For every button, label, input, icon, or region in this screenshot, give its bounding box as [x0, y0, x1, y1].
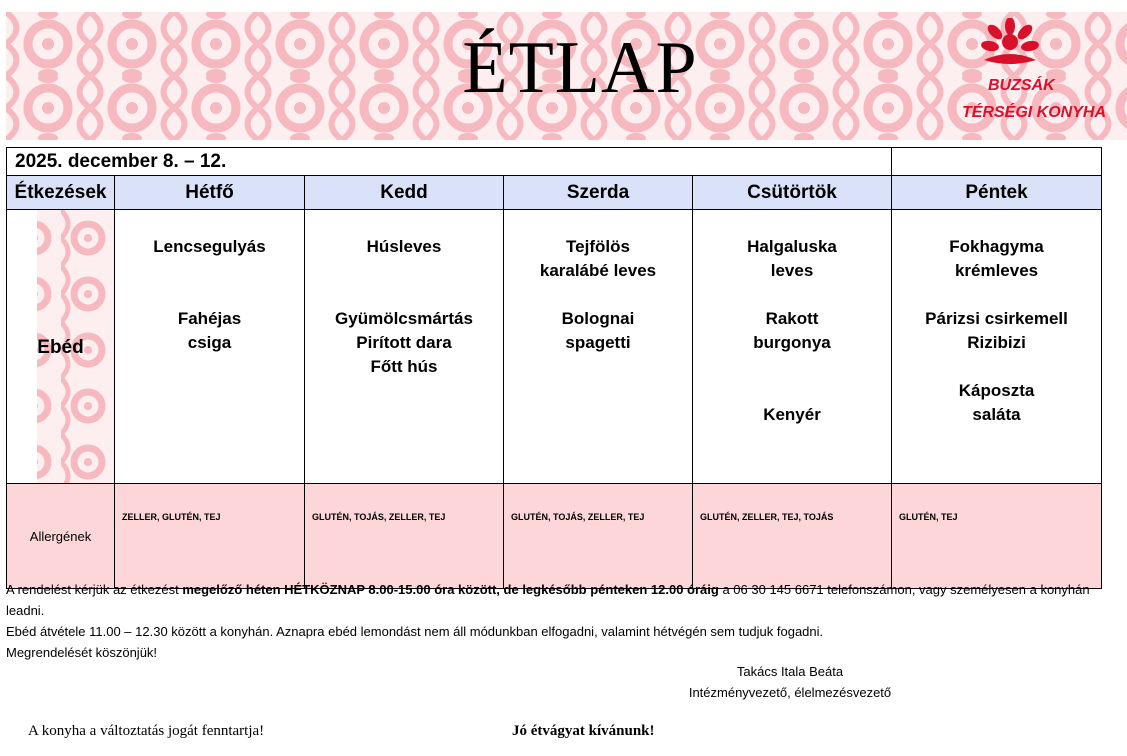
dish-line	[892, 355, 1101, 379]
signer-role: Intézményvezető, élelmezésvezető	[688, 685, 892, 700]
dish-line: csiga	[187, 333, 232, 352]
day-menu	[892, 210, 1102, 484]
row-header-label: Étkezések	[7, 176, 115, 210]
order-deadline: megelőző héten HÉTKÖZNAP 8.00-15.00 óra között, de legkésőbb pénteken 12.00 óráig	[182, 582, 719, 597]
thanks-text: Megrendelését köszönjük!	[6, 645, 158, 660]
day-menu	[305, 210, 504, 484]
allergen-list: GLUTÉN, TEJ	[892, 484, 1102, 589]
day-header: Hétfő	[115, 176, 305, 210]
dish-line	[693, 379, 891, 403]
dish-line: karalábé leves	[539, 261, 657, 280]
meal-label-cell	[7, 210, 115, 484]
order-text-2: a 06 30 145 6671 telefonszámon, vagy személyesen a konyhán leadni.	[6, 582, 1090, 618]
allergen-list: GLUTÉN, TOJÁS, ZELLER, TEJ	[504, 484, 693, 589]
signature-block	[660, 661, 920, 703]
dish-line: Lencsegulyás	[153, 237, 266, 256]
dish-line: Fokhagyma	[949, 237, 1044, 256]
pickup-info: Ebéd átvétele 11.00 – 12.30 között a konyhán. Aznapra ebéd lemondást nem áll módunkban elfogadni, valamint hétvégén sem tudjuk fogadni.	[6, 624, 824, 639]
flower-icon	[980, 18, 1040, 68]
allergen-list: ZELLER, GLUTÉN, TEJ	[115, 484, 305, 589]
dish-line: Fahéjas	[177, 309, 242, 328]
weekly-menu-table	[6, 147, 1102, 589]
day-header: Szerda	[504, 176, 693, 210]
date-range: 2025. december 8. – 12.	[7, 148, 892, 176]
page-title: ÉTLAP	[462, 27, 698, 109]
logo-line-1: BUZSÁK	[988, 77, 1055, 94]
logo-line-2: TÉRSÉGI KONYHA	[962, 104, 1107, 121]
dish-line: leves	[770, 261, 814, 280]
dish-line	[892, 283, 1101, 307]
day-header: Csütörtök	[693, 176, 892, 210]
allergen-list: GLUTÉN, ZELLER, TEJ, TOJÁS	[693, 484, 892, 589]
dish-line: Húsleves	[366, 237, 442, 256]
dish-line: Pirított dara	[356, 333, 452, 352]
day-menu	[693, 210, 892, 484]
dish-line: krémleves	[954, 261, 1039, 280]
bon-appetit: Jó étvágyat kívánunk!	[512, 723, 655, 739]
order-text-1: A rendelést kérjük az étkezést	[6, 582, 183, 597]
kitchen-logo	[960, 18, 1107, 123]
dish-line	[504, 283, 692, 307]
dish-line	[693, 283, 891, 307]
dish-line: Gyümölcsmártás	[335, 309, 473, 328]
dish-line: Káposzta	[958, 381, 1035, 400]
dish-line: spagetti	[565, 333, 631, 352]
allergen-list: GLUTÉN, TOJÁS, ZELLER, TEJ	[305, 484, 504, 589]
dish-line: Rizibizi	[967, 333, 1026, 352]
dish-line: Párizsi csirkemell	[925, 309, 1068, 328]
dish-line: Főtt hús	[370, 357, 438, 376]
dish-line: Bolognai	[561, 309, 635, 328]
dish-line: Halgaluska	[747, 237, 837, 256]
day-header: Kedd	[305, 176, 504, 210]
change-disclaimer: A konyha a változtatás jogát fenntartja!	[28, 723, 265, 739]
signer-name: Takács Itala Beáta	[736, 664, 844, 679]
dish-line	[693, 355, 891, 379]
day-menu	[115, 210, 305, 484]
dish-line	[305, 259, 503, 283]
dish-line: Tejfölös	[566, 237, 630, 256]
day-header: Péntek	[892, 176, 1102, 210]
order-instructions	[6, 579, 1114, 621]
dish-line	[115, 283, 304, 307]
dish-line: Rakott	[765, 309, 819, 328]
allergen-label: Allergének	[7, 484, 115, 589]
day-menu	[504, 210, 693, 484]
dish-line	[305, 283, 503, 307]
dish-line: burgonya	[753, 333, 831, 352]
meal-label: Ebéd	[37, 337, 84, 358]
dish-line: Kenyér	[763, 405, 821, 424]
dish-line	[115, 259, 304, 283]
dish-line: saláta	[972, 405, 1021, 424]
empty-cell	[892, 148, 1102, 176]
ordering-notes	[6, 579, 1114, 663]
